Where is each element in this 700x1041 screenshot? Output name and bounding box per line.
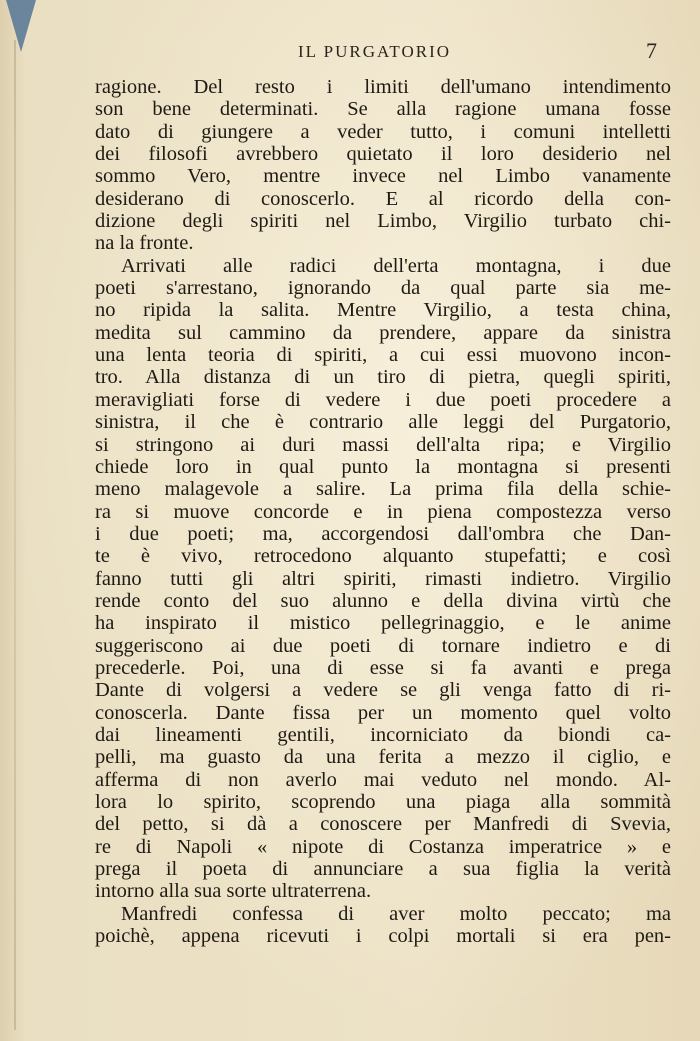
text-line: afferma di non averlo mai veduto nel mondo. Al-	[95, 768, 671, 791]
text-line: una lenta teoria di spiriti, a cui essi muovono incon-	[95, 344, 671, 367]
text-line: ha inspirato il mistico pellegrinaggio, e le anime	[95, 612, 671, 635]
text-line: dizione degli spiriti nel Limbo, Virgilio turbato chi-	[95, 210, 671, 233]
text-line: precederle. Poi, una di esse si fa avanti e prega	[95, 656, 671, 679]
body-text	[95, 76, 671, 947]
text-line: Dante di volgersi a vedere se gli venga fatto di ri-	[95, 679, 671, 702]
paragraph	[95, 903, 671, 948]
text-line: dei filosofi avrebbero quietato il loro desiderio nel	[95, 143, 671, 166]
text-line: prega il poeta di annunciare a sua figlia la verità	[95, 858, 671, 881]
text-line: Manfredi confessa di aver molto peccato; ma	[121, 902, 671, 925]
text-line: intorno alla sua sorte ultraterrena.	[95, 880, 372, 903]
text-line: pelli, ma guasto da una ferita a mezzo il ciglio, e	[95, 746, 671, 769]
text-line: meno malagevole a salire. La prima fila della schie-	[95, 478, 671, 501]
text-line: sommo Vero, mentre invece nel Limbo vanamente	[95, 165, 671, 188]
text-line: sinistra, il che è contrario alle leggi del Purgatorio,	[95, 411, 671, 434]
text-line: suggeriscono ai due poeti di tornare indietro e di	[95, 634, 671, 657]
text-line: Arrivati alle radici dell'erta montagna, i due	[121, 254, 671, 277]
text-line: rende conto del suo alunno e della divina virtù che	[95, 589, 671, 612]
text-line: son bene determinati. Se alla ragione umana fosse	[95, 98, 671, 121]
text-line: re di Napoli « nipote di Costanza imperatrice » e	[95, 835, 671, 858]
paragraph	[95, 255, 671, 903]
text-line: ragione. Del resto i limiti dell'umano intendimento	[95, 76, 671, 98]
text-line: no ripida la salita. Mentre Virgilio, a testa china,	[95, 299, 671, 322]
text-line: na la fronte.	[95, 232, 194, 255]
text-line: conoscerla. Dante fissa per un momento quel volto	[95, 701, 671, 724]
running-title: IL PURGATORIO	[298, 42, 452, 61]
text-line: poeti s'arrestano, ignorando da qual parte sia me-	[95, 277, 671, 300]
text-line: dai lineamenti gentili, incorniciato da biondi ca-	[95, 723, 671, 746]
text-line: chiede loro in qual punto la montagna si presenti	[95, 455, 671, 478]
text-line: dato di giungere a veder tutto, i comuni intelletti	[95, 120, 671, 143]
text-line: si stringono ai duri massi dell'alta ripa; e Virgilio	[95, 433, 671, 456]
text-line: meravigliati forse di vedere i due poeti procedere a	[95, 388, 671, 411]
text-line: i due poeti; ma, accorgendosi dall'ombra che Dan-	[95, 522, 671, 545]
text-line: te è vivo, retrocedono alquanto stupefatti; e così	[95, 545, 671, 568]
page-number: 7	[646, 38, 657, 63]
text-line: desiderano di conoscerlo. E al ricordo della con-	[95, 187, 671, 210]
text-line: lora lo spirito, scoprendo una piaga alla sommità	[95, 791, 671, 813]
text-line: medita sul cammino da prendere, appare da sinistra	[95, 321, 671, 344]
paragraph	[95, 76, 671, 255]
text-line: fanno tutti gli altri spiriti, rimasti indietro. Virgilio	[95, 567, 671, 590]
text-line: tro. Alla distanza di un tiro di pietra, quegli spiriti,	[95, 366, 671, 389]
text-line: poichè, appena ricevuti i colpi mortali si era pen-	[95, 925, 671, 948]
page-header	[0, 38, 700, 66]
page-gutter	[14, 40, 16, 1030]
text-line: del petto, si dà a conoscere per Manfredi di Svevia,	[95, 813, 671, 836]
text-line: ra si muove concorde e in piena compostezza verso	[95, 500, 671, 523]
